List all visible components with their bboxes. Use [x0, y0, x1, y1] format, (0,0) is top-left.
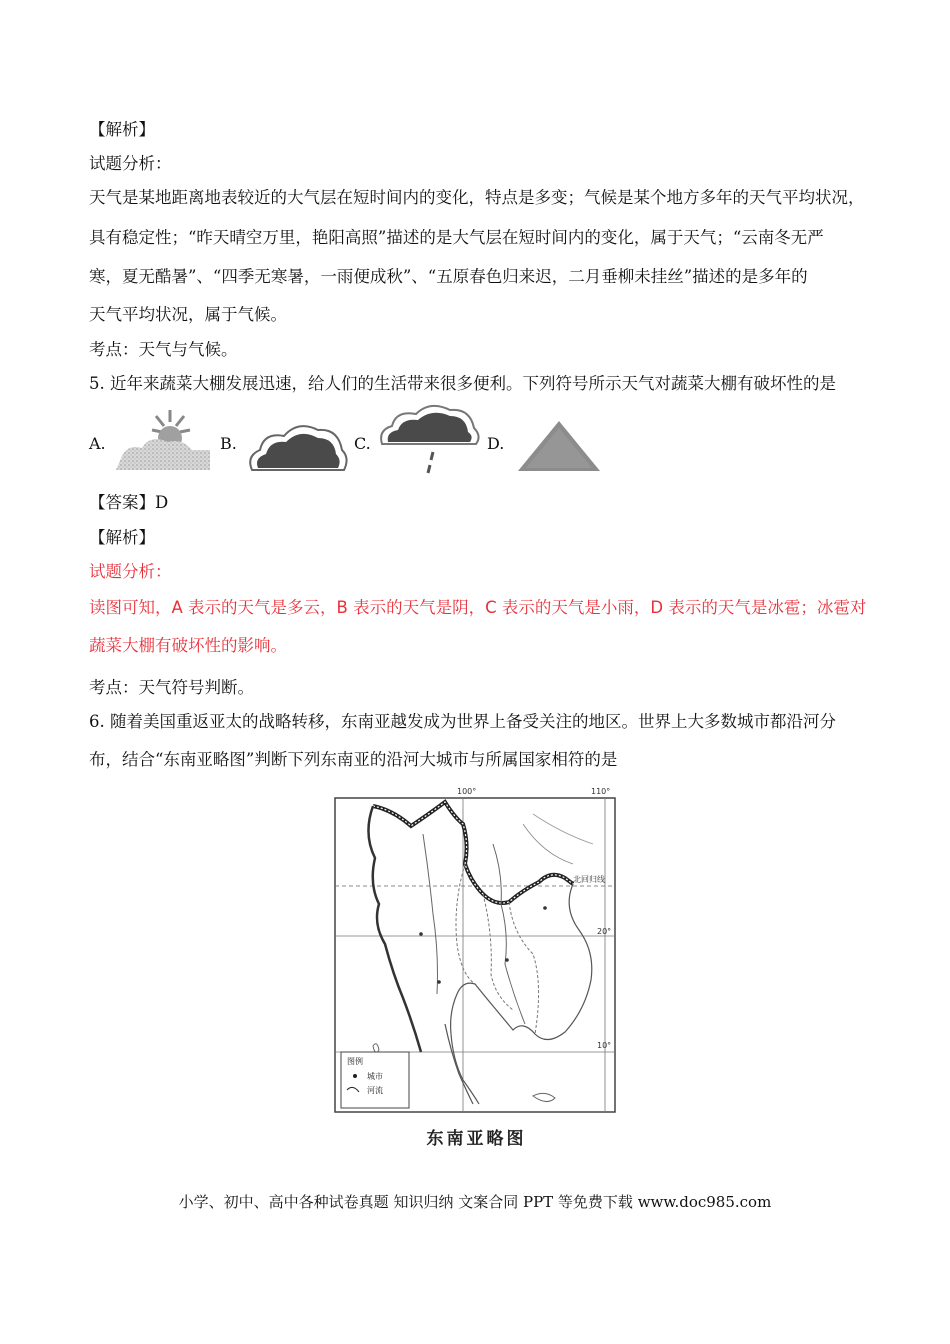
- analysis-line-3: 寒，夏无酷暑”、“四季无寒暑，一雨便成秋”、“五原春色归来迟，二月垂柳未挂丝”描述的是多年的: [89, 267, 808, 286]
- q5-stem: 5. 近年来蔬菜大棚发展迅速，给人们的生活带来很多便利。下列符号所示天气对蔬菜大棚有破坏性的是: [89, 374, 836, 393]
- q5-option-c-label: C.: [354, 434, 371, 453]
- map-lat-10: 10°: [597, 1041, 612, 1050]
- map-legend-title: 图例: [347, 1057, 363, 1066]
- q5-option-a-label: A.: [89, 434, 106, 453]
- q6-stem-line-1: 6. 随着美国重返亚太的战略转移，东南亚越发成为世界上备受关注的地区。世界上大多数城市都沿河分: [89, 712, 836, 731]
- map-legend-river: 河流: [367, 1086, 383, 1095]
- analysis-line-1: 天气是某地距离地表较近的大气层在短时间内的变化，特点是多变；气候是某个地方多年的天气平均状况，: [89, 188, 865, 207]
- analysis-line-4: 天气平均状况，属于气候。: [89, 305, 287, 324]
- overcast-symbol-icon: [246, 416, 350, 478]
- southeast-asia-map: [333, 784, 620, 1114]
- kaodian-2: 考点：天气符号判断。: [89, 678, 254, 697]
- hail-symbol-icon: [516, 418, 602, 478]
- kaodian-1: 考点：天气与气候。: [89, 340, 238, 359]
- q5-analysis-heading: 【解析】: [89, 528, 155, 547]
- map-legend-city: 城市: [367, 1072, 383, 1081]
- map-caption: 东南亚略图: [426, 1129, 527, 1149]
- map-lat-20: 20°: [597, 927, 612, 936]
- light-rain-symbol-icon: [378, 402, 482, 482]
- analysis-subheading: 试题分析：: [89, 154, 172, 173]
- map-tropic-label: 北回归线: [573, 875, 605, 884]
- q5-analysis-sub: 试题分析：: [89, 562, 172, 581]
- q6-stem-line-2: 布，结合“东南亚略图”判断下列东南亚的沿河大城市与所属国家相符的是: [89, 750, 618, 769]
- analysis-heading: 【解析】: [89, 120, 155, 139]
- partly-cloudy-symbol-icon: [112, 408, 212, 476]
- map-lon-100: 100°: [457, 787, 477, 796]
- analysis-line-2: 具有稳定性；“昨天晴空万里，艳阳高照”描述的是大气层在短时间内的变化，属于天气；“云南冬无严: [89, 228, 824, 247]
- q5-answer: 【答案】D: [89, 493, 169, 512]
- q5-analysis-line-1: 读图可知，A 表示的天气是多云，B 表示的天气是阴，C 表示的天气是小雨，D 表示的天气是冰雹；冰雹对: [89, 598, 867, 617]
- q5-analysis-line-2: 蔬菜大棚有破坏性的影响。: [89, 636, 287, 655]
- map-lon-110: 110°: [591, 787, 611, 796]
- q5-option-b-label: B.: [220, 434, 237, 453]
- page-footer: 小学、初中、高中各种试卷真题 知识归纳 文案合同 PPT 等免费下载 www.doc985.com: [178, 1193, 772, 1211]
- q5-option-d-label: D.: [487, 434, 505, 453]
